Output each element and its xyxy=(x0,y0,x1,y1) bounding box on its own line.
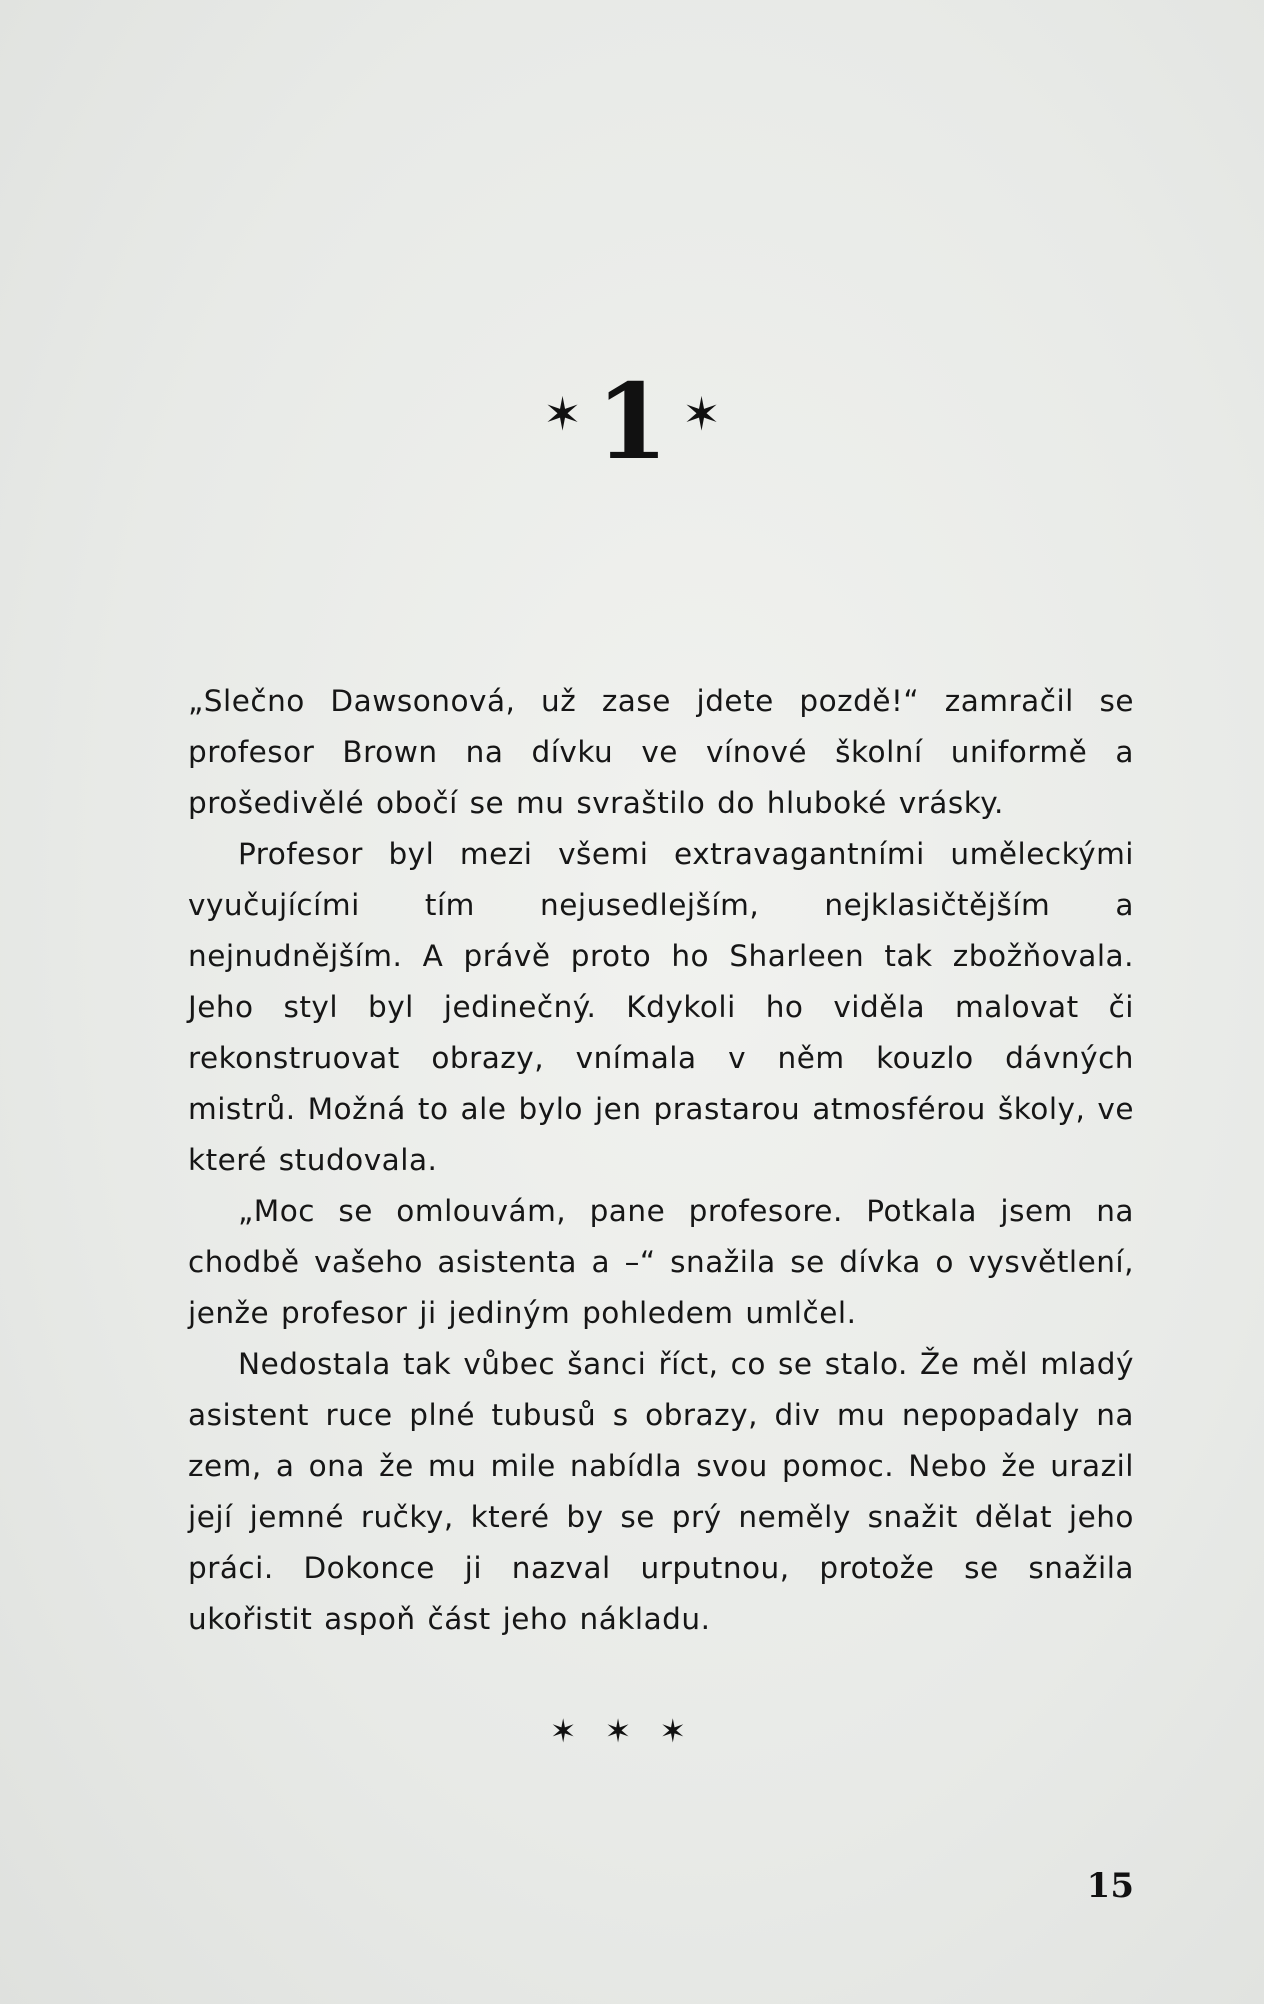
page-number: 15 xyxy=(1086,1866,1134,1906)
chapter-body xyxy=(188,676,1134,1645)
paragraph: „Slečno Dawsonová, už zase jdete pozdě!“ zamračil se profesor Brown na dívku ve vínové školní uniformě a prošedivělé obočí se mu svraštilo do hluboké vrásky. xyxy=(188,684,1134,820)
paragraph: Profesor byl mezi všemi extravagantními uměleckými vyučujícími tím nejusedlejším, nejklasičtějším a nejnudnějším. A právě proto ho Sharleen tak zbožňovala. Jeho styl byl jedinečný. Kdykoli ho viděla malovat či rekonstruovat obrazy, vnímala v něm kouzlo dávných mistrů. Možná to ale bylo jen prastarou atmosférou školy, ve které studovala. xyxy=(188,837,1134,1177)
chapter-heading xyxy=(0,360,1264,483)
chapter-number: 1 xyxy=(595,360,669,483)
section-separator: ✶✶✶ xyxy=(549,1712,715,1750)
star-ornament-right: ✶ xyxy=(682,387,721,441)
star-ornament-left: ✶ xyxy=(543,387,582,441)
paragraph: „Moc se omlouvám, pane profesore. Potkala jsem na chodbě vašeho asistenta a –“ snažila se dívka o vysvětlení, jenže profesor ji jediným pohledem umlčel. xyxy=(188,1194,1134,1330)
paragraph: Nedostala tak vůbec šanci říct, co se stalo. Že měl mladý asistent ruce plné tubusů s obrazy, div mu nepopadaly na zem, a ona že mu mile nabídla svou pomoc. Nebo že urazil její jemné ručky, které by se prý neměly snažit dělat jeho práci. Dokonce ji nazval urputnou, protože se snažila ukořistit aspoň část jeho nákladu. xyxy=(188,1347,1134,1636)
